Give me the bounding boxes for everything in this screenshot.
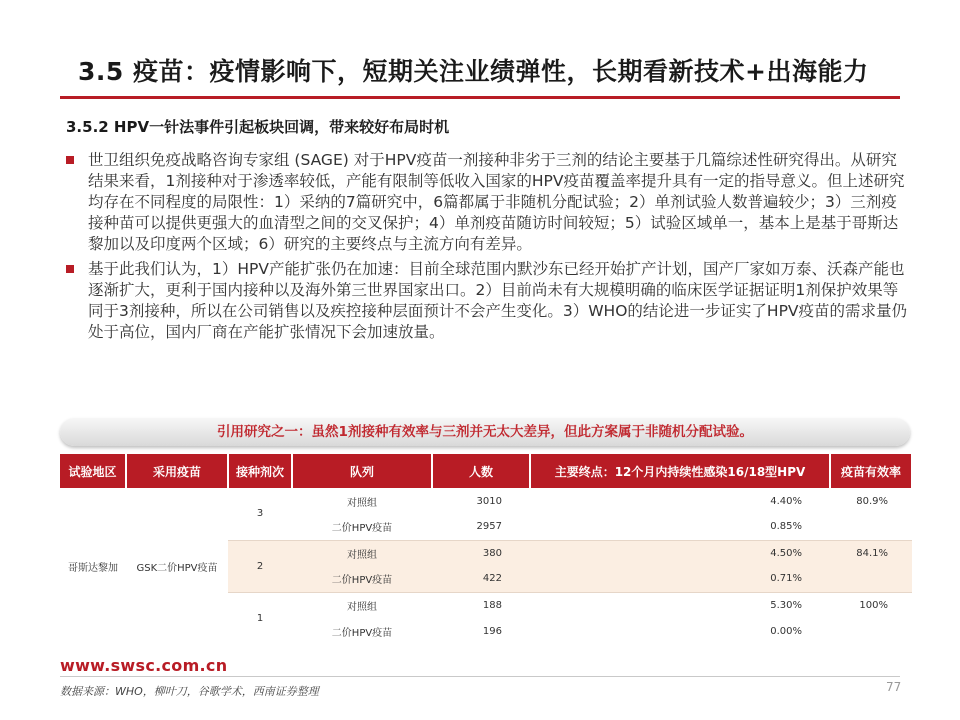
cell-endpoint: 0.85%: [770, 521, 802, 533]
page-title: 3.5 疫苗：疫情影响下，短期关注业绩弹性，长期看新技术+出海能力: [78, 57, 869, 86]
header-count: 人数: [432, 454, 530, 488]
cell-count: 196: [482, 625, 502, 637]
cell-efficacy: [830, 514, 912, 540]
cell-cohort: 二价HPV疫苗: [331, 523, 393, 535]
header-cohort: 队列: [292, 454, 432, 488]
cell-doses: 1: [228, 592, 292, 644]
title-divider: [60, 96, 900, 99]
bullet-square-icon: [66, 265, 74, 273]
data-source-note: 数据来源：WHO，柳叶刀，谷歌学术，西南证券整理: [60, 685, 319, 698]
cell-cohort: 二价HPV疫苗: [292, 566, 432, 592]
table-caption: 引用研究之一：虽然1剂接种有效率与三剂并无太大差异，但此方案属于非随机分配试验。: [217, 424, 753, 440]
study-table: [60, 454, 913, 644]
header-efficacy: 疫苗有效率: [830, 454, 912, 488]
bullet-list: [60, 150, 910, 347]
website-link[interactable]: www.swsc.com.cn: [60, 656, 228, 675]
cell-endpoint: 5.30%: [530, 592, 830, 618]
footer-divider: [60, 676, 900, 677]
cell-efficacy: 84.1%: [830, 540, 912, 566]
cell-efficacy: 80.9%: [856, 495, 888, 507]
table-header-row: [60, 454, 912, 488]
cell-count: 380: [432, 540, 530, 566]
cell-efficacy: [830, 618, 912, 644]
header-endpoint: 主要终点：12个月内持续性感染16/18型HPV: [530, 454, 830, 488]
section-subtitle: 3.5.2 HPV一针法事件引起板块回调，带来较好布局时机: [66, 118, 450, 136]
bullet-text: 基于此我们认为，1）HPV产能扩张仍在加速：目前全球范围内默沙东已经开始扩产计划，国产厂家如万泰、沃森产能也逐渐扩大，更利于国内接种以及海外第三世界国家出口。2）目前尚未有大规模明确的临床医学证据证明1剂保护效果等同于3剂接种，所以在公司销售以及疾控接种层面预计不会产生变化。3）WHO的结论进一步证实了HPV疫苗的需求量仍处于高位，国内厂商在产能扩张情况下会加速放量。: [88, 260, 908, 341]
cell-endpoint: 4.40%: [770, 495, 802, 507]
cell-vaccine: GSK二价HPV疫苗: [126, 488, 228, 644]
table-row: [60, 488, 912, 514]
table-caption-bar: [60, 418, 910, 446]
bullet-item-1: [60, 150, 910, 255]
cell-endpoint: 0.00%: [770, 625, 802, 637]
cell-cohort: 对照组: [347, 497, 377, 509]
cell-endpoint: 4.50%: [530, 540, 830, 566]
cell-count: 422: [432, 566, 530, 592]
header-vaccine: 采用疫苗: [126, 454, 228, 488]
bullet-text: 世卫组织免疫战略咨询专家组 (SAGE) 对于HPV疫苗一剂接种非劣于三剂的结论主要基于几篇综述性研究得出。从研究结果来看，1剂接种对于渗透率较低，产能有限制等低收入国家的HPV疫苗覆盖率提升具有一定的指导意义。但上述研究均存在不同程度的局限性：1）采纳的7篇研究中，6篇都属于非随机分配试验；2）单剂试验人数普遍较少；3）三剂疫接种苗可以提供更强大的血清型之间的交叉保护；4）单剂疫苗随访时间较短；5）试验区域单一，基本上是基于哥斯达黎加以及印度两个区域；6）研究的主要终点与主流方向有差异。: [88, 151, 905, 253]
bullet-item-2: [60, 259, 910, 343]
cell-cohort: 二价HPV疫苗: [331, 627, 393, 639]
cell-doses: 2: [228, 540, 292, 592]
cell-count: 188: [432, 592, 530, 618]
cell-efficacy: 100%: [830, 592, 912, 618]
bullet-square-icon: [66, 156, 74, 164]
cell-count: 3010: [476, 495, 502, 507]
cell-region: 哥斯达黎加: [60, 488, 126, 644]
cell-efficacy: [830, 566, 912, 592]
cell-cohort: 对照组: [292, 540, 432, 566]
cell-cohort: 对照组: [292, 592, 432, 618]
header-doses: 接种剂次: [228, 454, 292, 488]
cell-endpoint: 0.71%: [530, 566, 830, 592]
cell-doses: 3: [256, 508, 264, 520]
header-region: 试验地区: [60, 454, 126, 488]
page-number: 77: [886, 680, 902, 694]
cell-count: 2957: [476, 521, 502, 533]
